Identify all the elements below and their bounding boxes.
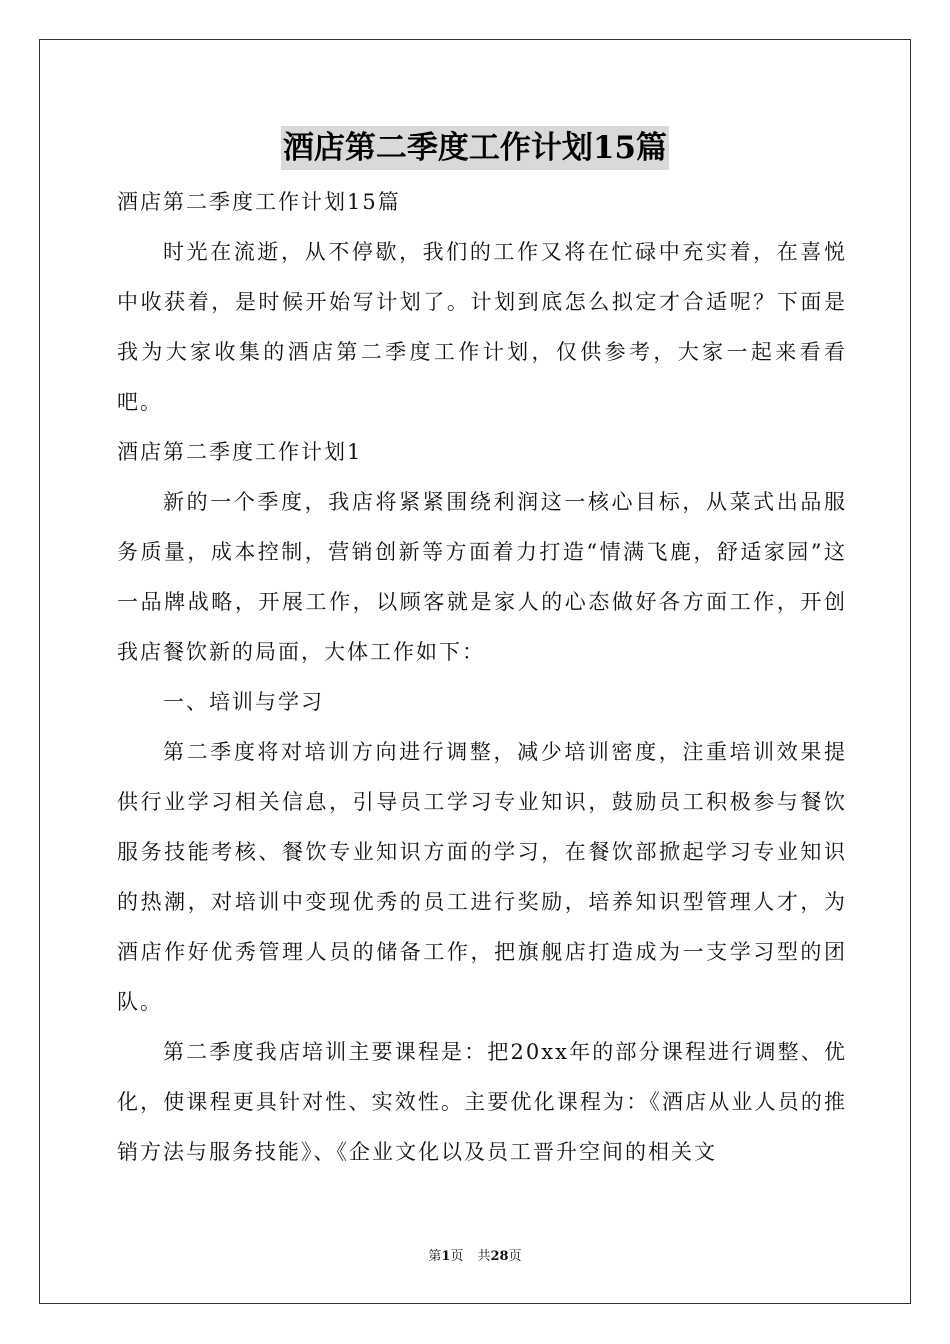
- page-footer: [0, 1245, 950, 1264]
- footer-page-suffix: 页: [450, 1249, 464, 1264]
- document-body: [117, 177, 847, 1177]
- intro-paragraph: 时光在流逝，从不停歇，我们的工作又将在忙碌中充实着，在喜悦中收获着，是时候开始写计划了。计划到底怎么拟定才合适呢？下面是我为大家收集的酒店第二季度工作计划，仅供参考，大家一起来看看吧。: [117, 240, 847, 414]
- training-courses-paragraph: 第二季度我店培训主要课程是：把20xx年的部分课程进行调整、优化，使课程更具针对性、实效性。主要优化课程为：《酒店从业人员的推销方法与服务技能》、《企业文化以及员工晋升空间的相关文: [117, 1040, 847, 1164]
- subtitle-line: 酒店第二季度工作计划15篇: [117, 190, 401, 214]
- footer-total-prefix: 共: [477, 1249, 491, 1264]
- footer-total-pages: 28: [490, 1249, 509, 1264]
- training-paragraph: 第二季度将对培训方向进行调整，减少培训密度，注重培训效果提供行业学习相关信息，引导员工学习专业知识，鼓励员工积极参与餐饮服务技能考核、餐饮专业知识方面的学习，在餐饮部掀起学习专业知识的热潮，对培训中变现优秀的员工进行奖励，培养知识型管理人才，为酒店作好优秀管理人员的储备工作，把旗舰店打造成为一支学习型的团队。: [117, 740, 847, 1014]
- footer-current-page: 1: [441, 1249, 451, 1264]
- footer-page-prefix: 第: [428, 1249, 442, 1264]
- subsection-heading-training: 一、培训与学习: [163, 690, 324, 714]
- plan-1-overview-paragraph: 新的一个季度，我店将紧紧围绕利润这一核心目标，从菜式出品服务质量，成本控制，营销创新等方面着力打造“情满飞鹿，舒适家园”这一品牌战略，开展工作，以顾客就是家人的心态做好各方面工作，开创我店餐饮新的局面，大体工作如下：: [117, 490, 847, 664]
- document-title: 酒店第二季度工作计划15篇: [281, 126, 669, 170]
- title-container: [0, 126, 950, 170]
- footer-total-suffix: 页: [508, 1249, 522, 1264]
- section-heading-plan-1: 酒店第二季度工作计划1: [117, 440, 363, 464]
